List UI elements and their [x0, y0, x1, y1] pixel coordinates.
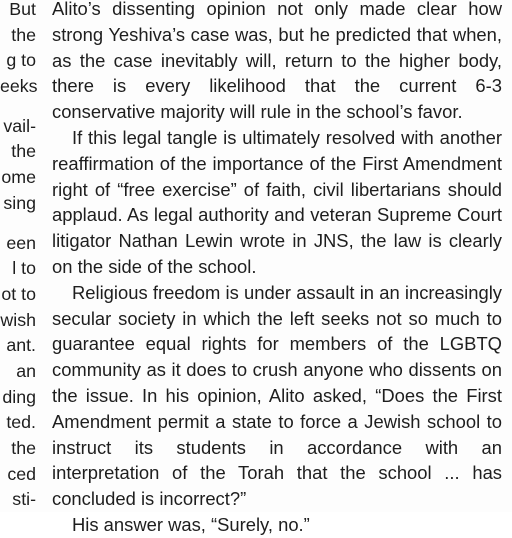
article-column: [52, 0, 502, 538]
left-fragment: sti-: [12, 489, 36, 510]
left-fragment: ome: [1, 167, 36, 188]
left-fragment: l to: [12, 258, 36, 279]
left-fragment: ot to: [1, 283, 36, 304]
left-fragment: eeks: [0, 76, 38, 97]
left-fragment: the: [11, 141, 36, 162]
paragraph-gap: [0, 100, 36, 114]
left-fragment: sing: [3, 192, 36, 213]
left-fragment: the: [11, 24, 36, 45]
left-fragment: But: [9, 0, 36, 19]
article-paragraph: Religious freedom is under assault in an increasingly secular society in which the left seeks not so much to guarantee equal rights for members of the LGBTQ community as it does to crush anyone who dissents on the issue. In his opinion, Alito asked, “Does the First Amendment permit a state to force a Jewish school to instruct its students in accordance with an interpretation of the Torah that the school ... has concluded is incorrect?”: [52, 281, 502, 510]
left-fragment: ted.: [6, 412, 36, 433]
left-fragment: g to: [6, 50, 36, 71]
article-paragraph: His answer was, “Surely, no.”: [72, 513, 310, 535]
left-fragment: wish: [0, 309, 36, 330]
article-paragraph: Alito’s dissenting opinion not only made clear how strong Yeshiva’s case was, but he predicted that when, as the case inevitably will, return to the higher body, there is every likelihood that the current 6-3 conservative majority will rule in the school’s favor.: [52, 0, 502, 123]
paragraph-gap: [0, 217, 36, 231]
left-fragment: an: [16, 360, 36, 381]
left-fragment: ant.: [6, 335, 36, 356]
left-fragment: ding: [2, 386, 36, 407]
left-column-fragments: [0, 0, 36, 513]
left-fragment: the: [11, 438, 36, 458]
left-fragment: vail-: [3, 115, 36, 136]
left-fragment: een: [6, 232, 36, 253]
left-fragment: ced: [7, 463, 36, 484]
article-paragraph: If this legal tangle is ultimately resolved with another reaffirmation of the importance of the First Amendment right of “free exercise” of faith, civil libertarians should applaud. As legal authority and veteran Supreme Court litigator Nathan Lewin wrote in JNS, the law is clearly on the side of the school.: [52, 126, 502, 277]
